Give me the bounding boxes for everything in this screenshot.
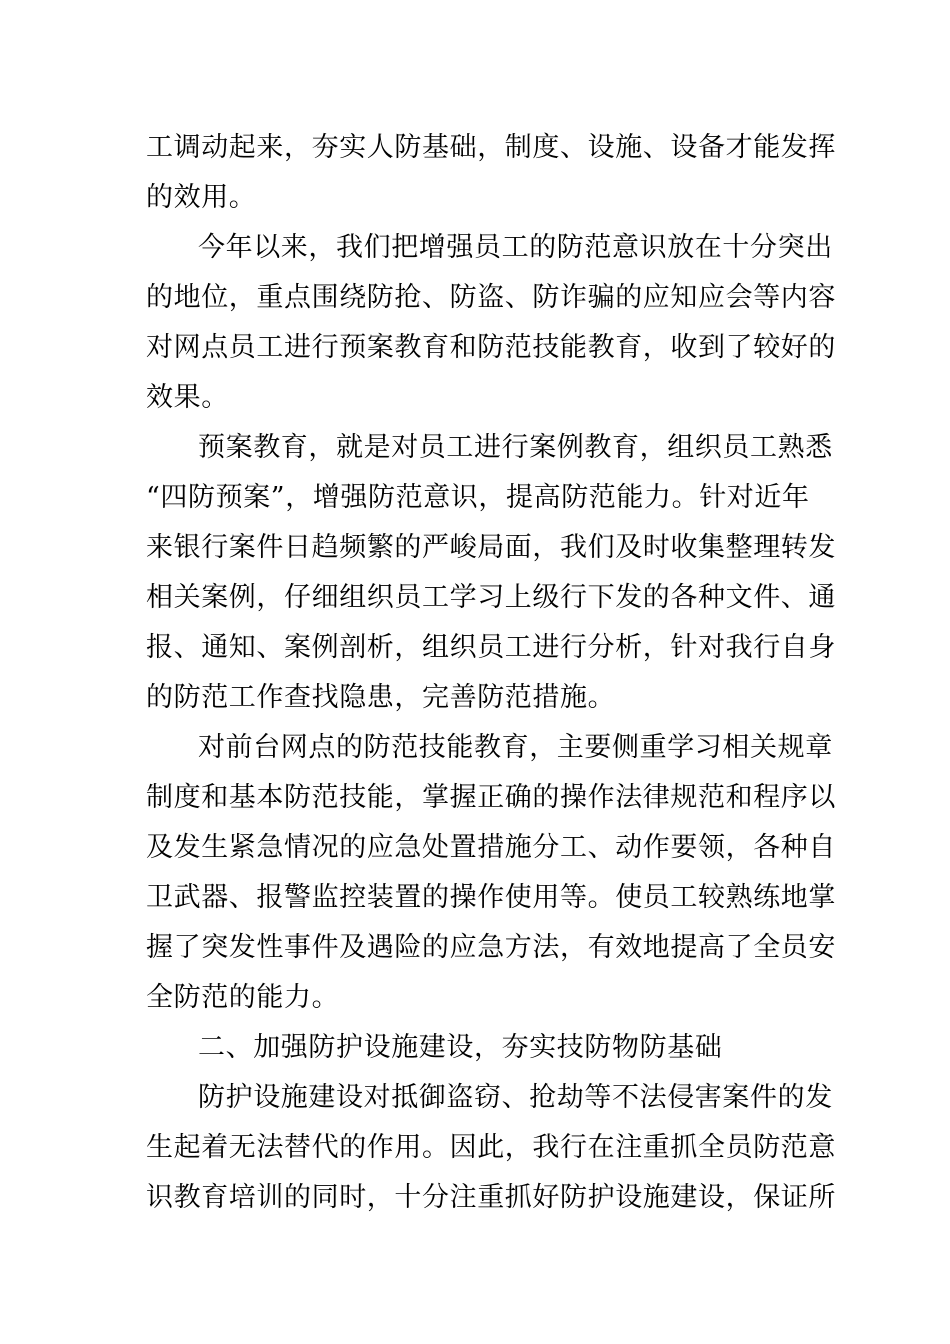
paragraph-first-line: 预案教育，就是对员工进行案例教育，组织员工熟悉: [198, 432, 833, 463]
paragraph-first-line: 对前台网点的防范技能教育，主要侧重学习相关规章: [198, 732, 833, 763]
text-line: 生起着无法替代的作用。因此，我行在注重抓全员防范意: [146, 1132, 836, 1163]
text-line: 的地位，重点围绕防抢、防盗、防诈骗的应知应会等内容: [146, 282, 836, 313]
text-line: 效果。: [146, 382, 229, 413]
text-line: 全防范的能力。: [146, 982, 340, 1013]
text-line: 卫武器、报警监控装置的操作使用等。使员工较熟练地掌: [146, 882, 836, 913]
text-line: 相关案例，仔细组织员工学习上级行下发的各种文件、通: [146, 582, 836, 613]
text-line: 工调动起来，夯实人防基础，制度、设施、设备才能发挥: [146, 132, 836, 163]
text-line: 制度和基本防范技能，掌握正确的操作法律规范和程序以: [146, 782, 836, 813]
section-heading: 二、加强防护设施建设，夯实技防物防基础: [198, 1032, 723, 1063]
text-line: 来银行案件日趋频繁的严峻局面，我们及时收集整理转发: [146, 532, 836, 563]
text-line: 握了突发性事件及遇险的应急方法，有效地提高了全员安: [146, 932, 836, 963]
text-line: 报、通知、案例剖析，组织员工进行分析，针对我行自身: [146, 632, 836, 663]
text-line: 及发生紧急情况的应急处置措施分工、动作要领，各种自: [146, 832, 836, 863]
text-line: 对网点员工进行预案教育和防范技能教育，收到了较好的: [146, 332, 836, 363]
text-line: 的效用。: [146, 182, 257, 213]
paragraph-first-line: 防护设施建设对抵御盗窃、抢劫等不法侵害案件的发: [198, 1082, 833, 1113]
text-line: 的防范工作查找隐患，完善防范措施。: [146, 682, 616, 713]
text-line: 识教育培训的同时，十分注重抓好防护设施建设，保证所: [146, 1182, 836, 1213]
paragraph-first-line: 今年以来，我们把增强员工的防范意识放在十分突出: [198, 232, 833, 263]
text-line: “四防预案”，增强防范意识，提高防范能力。针对近年: [146, 482, 810, 513]
